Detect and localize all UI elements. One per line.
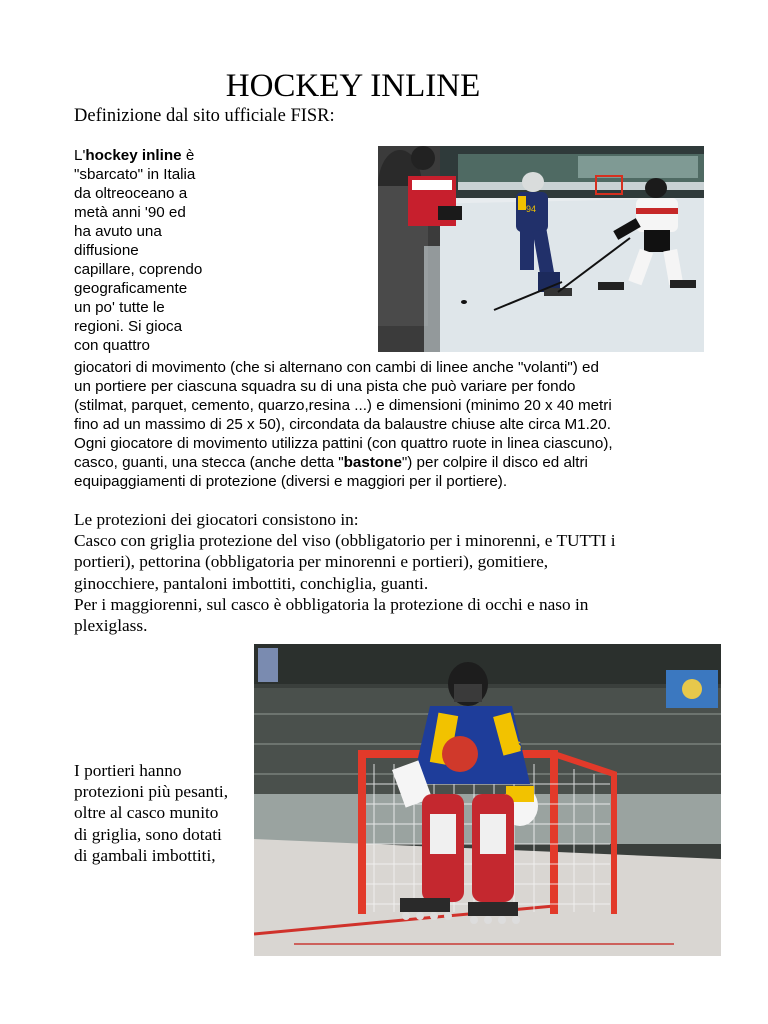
para2-line: ginocchiere, pantaloni imbottiti, conchiglia, guanti. bbox=[74, 573, 429, 593]
protections-paragraph bbox=[74, 509, 704, 636]
bastone-bold: bastone bbox=[343, 454, 402, 471]
goalie-paragraph bbox=[74, 760, 254, 866]
definition-paragraph bbox=[74, 146, 704, 491]
para1-line: diffusione bbox=[74, 242, 139, 259]
para1-line-part: casco, guanti, una stecca (anche detta " bbox=[74, 454, 344, 471]
para1-line: geograficamente bbox=[74, 280, 188, 297]
para1-line: (stilmat, parquet, cemento, quarzo,resina ...) e dimensioni (minimo 20 x 40 metri bbox=[74, 397, 612, 414]
para1-line: Ogni giocatore di movimento utilizza pattini (con quattro ruote in linea ciascuno), bbox=[74, 435, 613, 452]
game-action-photo bbox=[378, 146, 704, 352]
para1-line: da oltreoceano a bbox=[74, 185, 188, 202]
para1-prefix: L' bbox=[74, 147, 86, 164]
para1-after-bold: è bbox=[181, 147, 195, 164]
para2-line: Le protezioni dei giocatori consistono in: bbox=[74, 510, 359, 529]
para3-line: di griglia, sono dotati bbox=[74, 824, 222, 844]
player-number-left: 94 bbox=[526, 204, 537, 214]
para2-line: Per i maggiorenni, sul casco è obbligatoria la protezione di occhi e naso in bbox=[74, 594, 589, 614]
para1-line: metà anni '90 ed bbox=[74, 204, 186, 221]
hockey-inline-bold: hockey inline bbox=[85, 147, 182, 164]
para1-line: con quattro bbox=[74, 337, 150, 354]
para1-line-part: ") per colpire il disco ed altri bbox=[401, 454, 588, 471]
para1-line: "sbarcato" in Italia bbox=[74, 166, 196, 183]
para1-line: ha avuto una bbox=[74, 223, 162, 240]
para1-line: un portiere per ciascuna squadra su di una pista che può variare per fondo bbox=[74, 378, 576, 395]
goalie-photo bbox=[254, 644, 721, 956]
source-subtitle: Definizione dal sito ufficiale FISR: bbox=[74, 106, 335, 126]
para1-line: equipaggiamenti di protezione (diversi e maggiori per il portiere). bbox=[74, 473, 508, 490]
page-title: HOCKEY INLINE bbox=[225, 68, 481, 104]
para3-line: I portieri hanno bbox=[74, 761, 182, 780]
para1-line: capillare, coprendo bbox=[74, 261, 203, 278]
para3-line: di gambali imbottiti, bbox=[74, 845, 216, 865]
para2-line: Casco con griglia protezione del viso (obbligatorio per i minorenni, e TUTTI i bbox=[74, 531, 616, 551]
para1-line: giocatori di movimento (che si alternano con cambi di linee anche "volanti") ed bbox=[74, 359, 599, 376]
para3-line: protezioni più pesanti, bbox=[74, 782, 229, 802]
para1-line: regioni. Si gioca bbox=[74, 318, 183, 335]
para1-line: un po' tutte le bbox=[74, 299, 165, 316]
para3-line: oltre al casco munito bbox=[74, 803, 219, 823]
para2-line: portieri), pettorina (obbligatoria per minorenni e portieri), gomitiere, bbox=[74, 552, 549, 572]
para1-line: fino ad un massimo di 25 x 50), circondata da balaustre chiuse alte circa M1.20. bbox=[74, 416, 611, 433]
para2-line: plexiglass. bbox=[74, 616, 148, 636]
goalie-number: 46 bbox=[508, 739, 522, 753]
